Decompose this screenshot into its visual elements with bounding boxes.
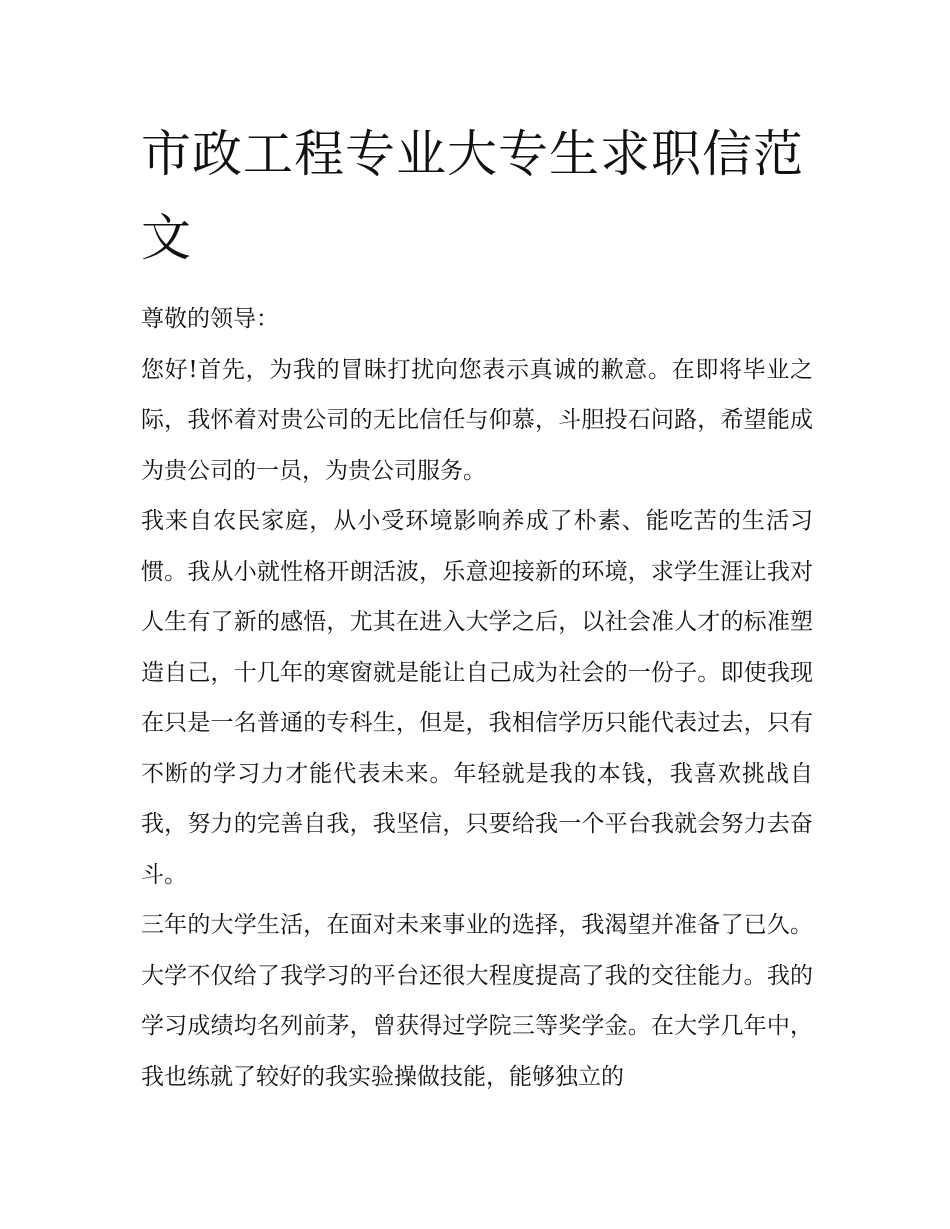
paragraph-greeting: 您好!首先，为我的冒昧打扰向您表示真诚的歉意。在即将毕业之际，我怀着对贵公司的无比信任与仰慕，斗胆投石问路，希望能成为贵公司的一员，为贵公司服务。	[141, 356, 813, 484]
paragraph-education: 三年的大学生活，在面对未来事业的选择，我渴望并准备了已久。大学不仅给了我学习的平台还很大程度提高了我的交往能力。我的学习成绩均名列前茅，曾获得过学院三等奖学金。在大学几年中，我也练就了较好的我实验操做技能，能够独立的	[141, 912, 813, 1090]
document-page	[141, 112, 813, 1102]
document-title: 市政工程专业大专生求职信范文	[141, 125, 804, 267]
paragraph-background: 我来自农民家庭，从小受环境影响养成了朴素、能吃苦的生活习惯。我从小就性格开朗活波，乐意迎接新的环境，求学生涯让我对人生有了新的感悟，尤其在进入大学之后，以社会准人才的标准塑造自己，十几年的寒窗就是能让自己成为社会的一份子。即使我现在只是一名普通的专科生，但是，我相信学历只能代表过去，只有不断的学习力才能代表未来。年轻就是我的本钱，我喜欢挑战自我，努力的完善自我，我坚信，只要给我一个平台我就会努力去奋斗。	[141, 508, 813, 888]
salutation: 尊敬的领导：	[141, 306, 279, 332]
